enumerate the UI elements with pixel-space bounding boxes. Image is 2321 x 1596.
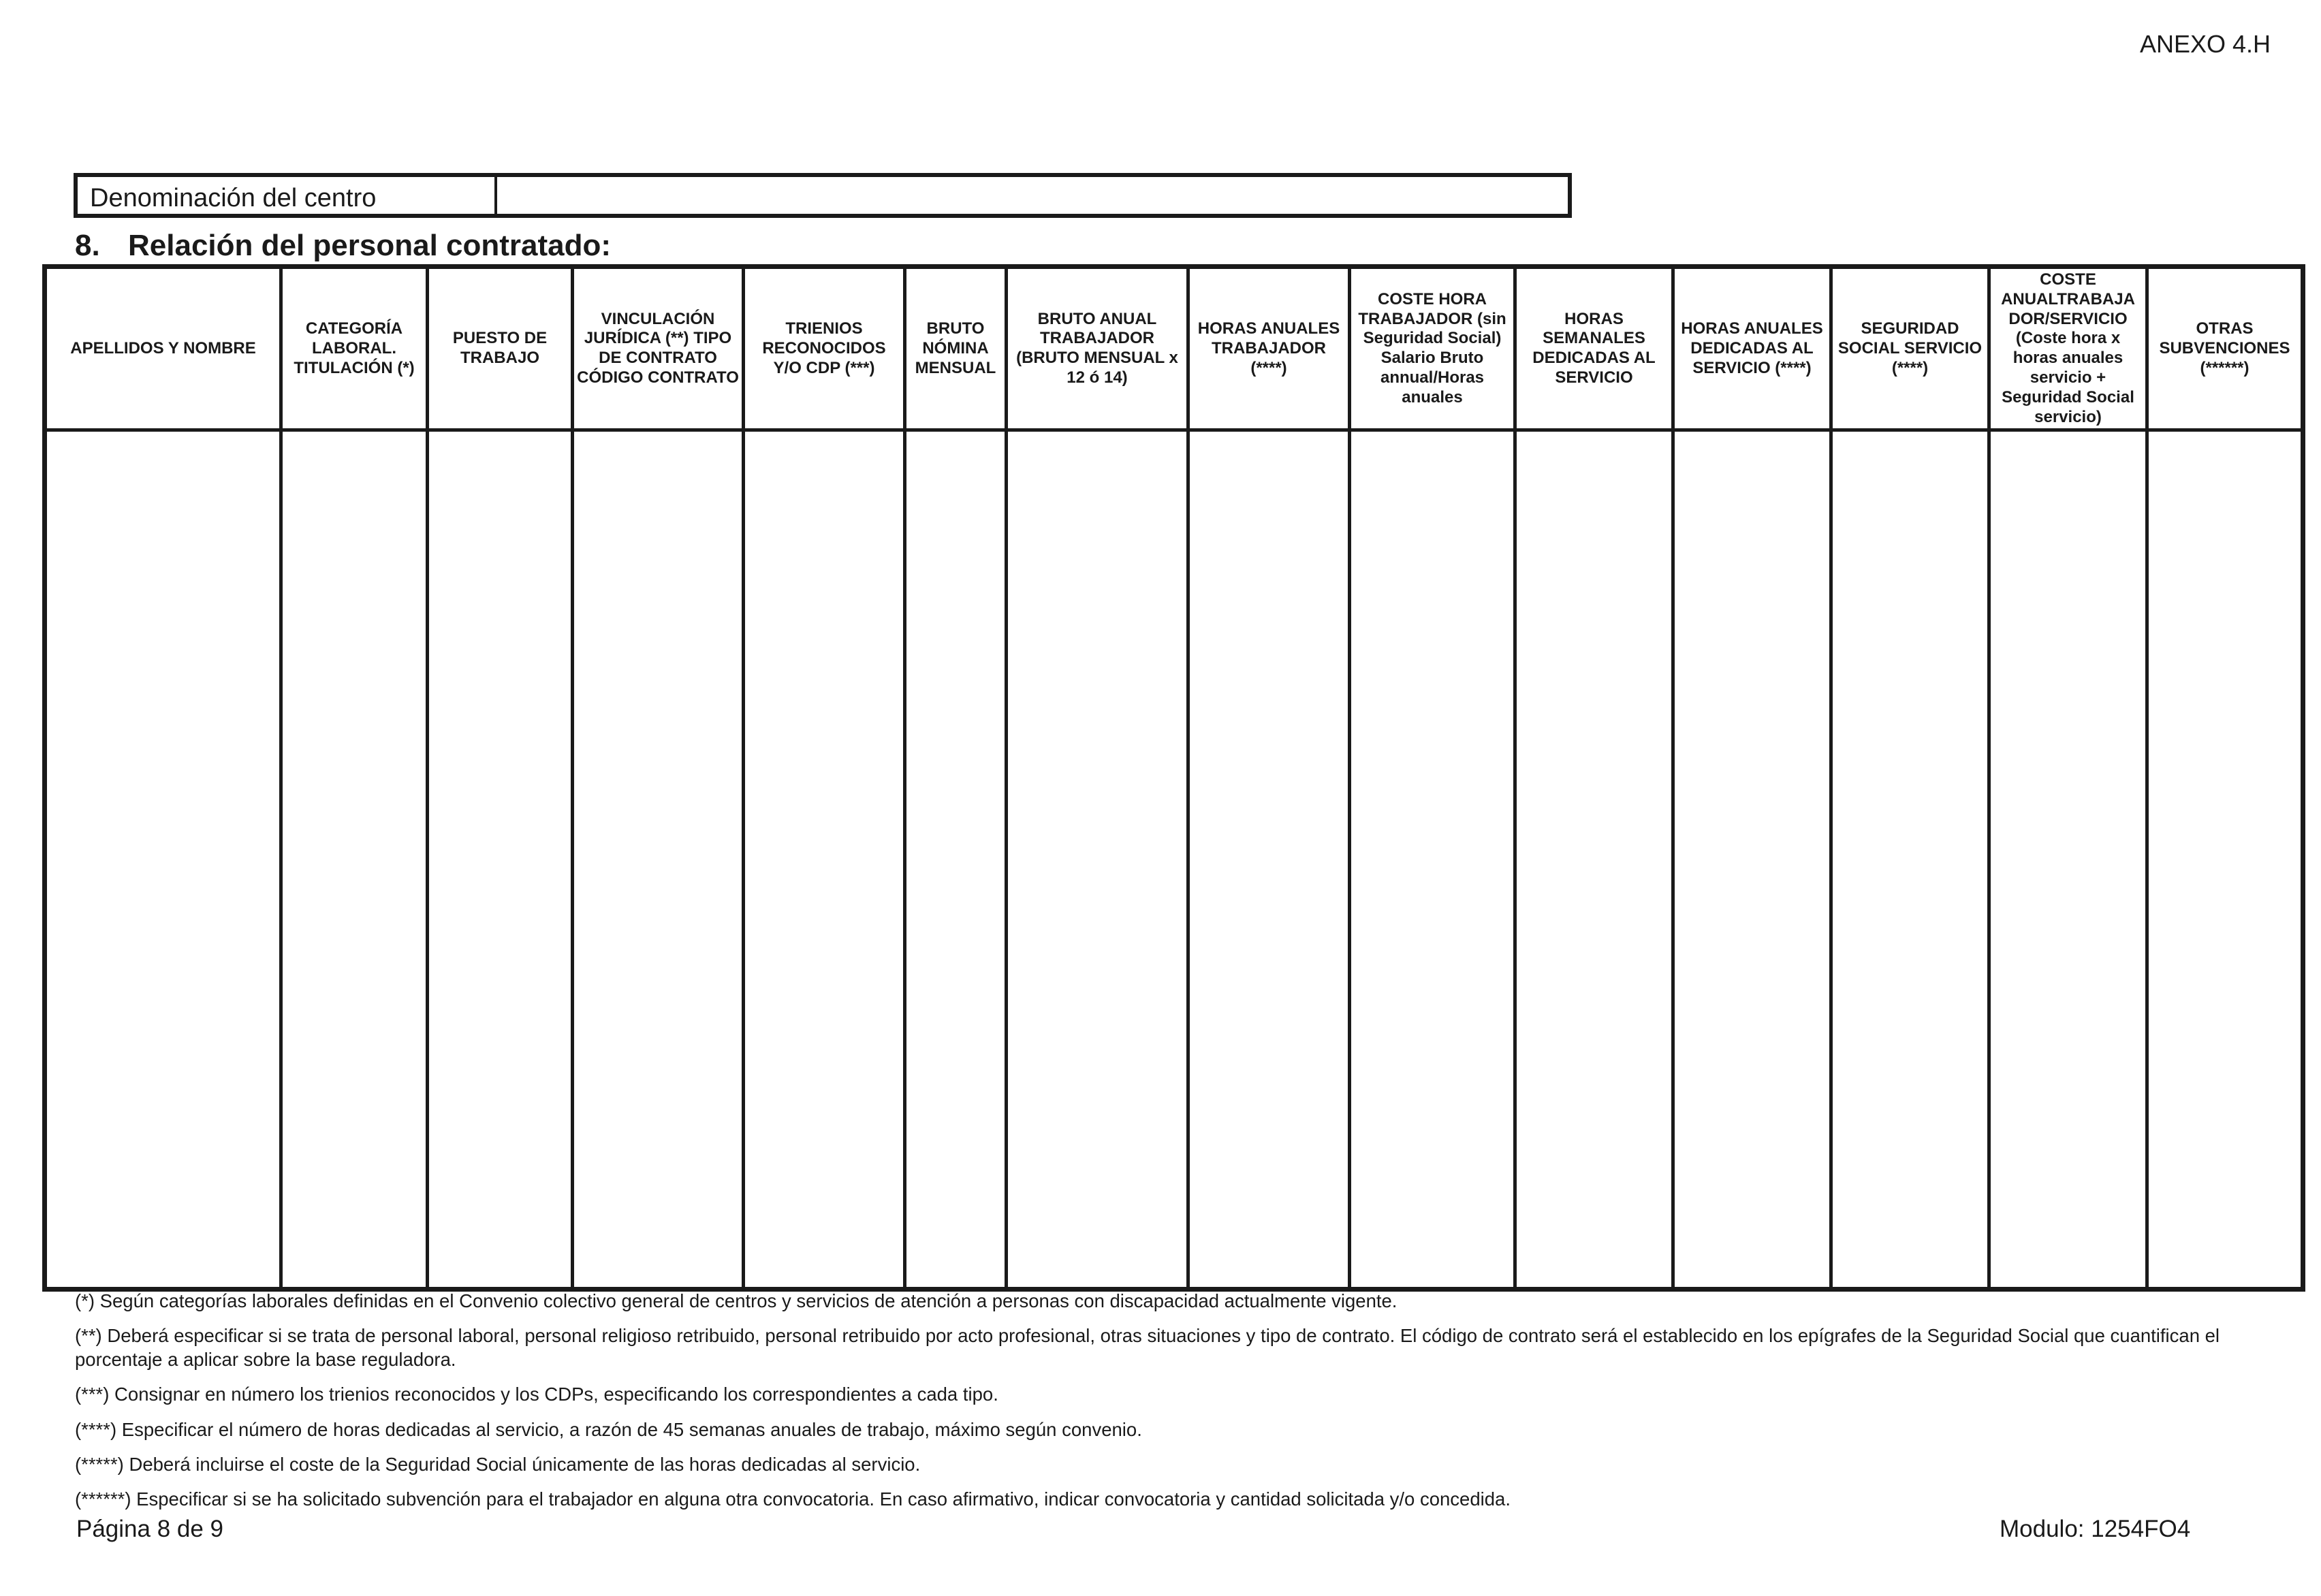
col-puesto-trabajo: PUESTO DE TRABAJO	[428, 267, 573, 430]
footnote: (**) Deberá especificar si se trata de personal laboral, personal religioso retribuido, personal retribuido por acto profesional, otras situaciones y tipo de contrato. El código de contrato será el establecido en los epígrafes de la Seguridad Social que cuantifican el porcentaje a aplicar sobre la base reguladora.	[75, 1325, 2220, 1370]
cell-seguridad-social[interactable]	[1831, 430, 1989, 1290]
page-number: Página 8 de 9	[76, 1516, 224, 1542]
cell-puesto-trabajo[interactable]	[428, 430, 573, 1290]
staff-table	[42, 264, 2305, 1292]
col-seguridad-social: SEGURIDAD SOCIAL SERVICIO (****)	[1831, 267, 1989, 430]
col-bruto-nomina: BRUTO NÓMINA MENSUAL	[905, 267, 1007, 430]
cell-categoria-laboral[interactable]	[281, 430, 428, 1290]
cell-vinculacion-juridica[interactable]	[573, 430, 744, 1290]
cell-horas-semanales[interactable]	[1515, 430, 1673, 1290]
module-code: Modulo: 1254FO4	[2000, 1516, 2191, 1542]
cell-bruto-anual[interactable]	[1007, 430, 1188, 1290]
col-apellidos-nombre: APELLIDOS Y NOMBRE	[45, 267, 281, 430]
footnotes	[75, 1290, 2275, 1523]
footnote: (****) Especificar el número de horas dedicadas al servicio, a razón de 45 semanas anuales de trabajo, máximo según convenio.	[75, 1418, 1142, 1440]
annex-label: ANEXO 4.H	[2139, 30, 2271, 58]
center-name-label: Denominación del centro	[78, 177, 497, 214]
col-coste-hora: COSTE HORA TRABAJADOR (sin Seguridad Social) Salario Bruto annual/Horas anuales	[1350, 267, 1515, 430]
col-horas-anuales-servicio: HORAS ANUALES DEDICADAS AL SERVICIO (****)	[1673, 267, 1831, 430]
cell-otras-subvenciones[interactable]	[2147, 430, 2303, 1290]
cell-bruto-nomina[interactable]	[905, 430, 1007, 1290]
footnote: (***) Consignar en número los trienios reconocidos y los CDPs, especificando los correspondientes a cada tipo.	[75, 1384, 998, 1405]
table-row	[45, 430, 2303, 1290]
cell-horas-anuales-trabajador[interactable]	[1188, 430, 1350, 1290]
col-horas-anuales-trabajador: HORAS ANUALES TRABAJADOR (****)	[1188, 267, 1350, 430]
col-coste-anual: COSTE ANUALTRABAJA DOR/SERVICIO (Coste hora x horas anuales servicio + Seguridad Social servicio)	[1989, 267, 2147, 430]
footnote: (*) Según categorías laborales definidas en el Convenio colectivo general de centros y servicios de atención a personas con discapacidad actualmente vigente.	[75, 1290, 1398, 1311]
cell-apellidos-nombre[interactable]	[45, 430, 281, 1290]
col-otras-subvenciones: OTRAS SUBVENCIONES (******)	[2147, 267, 2303, 430]
cell-trienios[interactable]	[744, 430, 905, 1290]
table-header-row	[45, 267, 2303, 430]
center-name-box	[74, 173, 1572, 218]
col-bruto-anual: BRUTO ANUAL TRABAJADOR (BRUTO MENSUAL x 12 ó 14)	[1007, 267, 1188, 430]
col-horas-semanales: HORAS SEMANALES DEDICADAS AL SERVICIO	[1515, 267, 1673, 430]
section-title	[75, 229, 611, 263]
footnote: (******) Especificar si se ha solicitado subvención para el trabajador en alguna otra convocatoria. En caso afirmativo, indicar convocatoria y cantidad solicitada y/o concedida.	[75, 1488, 1511, 1510]
col-trienios: TRIENIOS RECONOCIDOS Y/O CDP (***)	[744, 267, 905, 430]
col-vinculacion-juridica: VINCULACIÓN JURÍDICA (**) TIPO DE CONTRATO CÓDIGO CONTRATO	[573, 267, 744, 430]
col-categoria-laboral: CATEGORÍA LABORAL. TITULACIÓN (*)	[281, 267, 428, 430]
center-name-field[interactable]	[497, 177, 1568, 214]
footnote: (*****) Deberá incluirse el coste de la Seguridad Social únicamente de las horas dedicadas al servicio.	[75, 1453, 921, 1475]
cell-coste-anual[interactable]	[1989, 430, 2147, 1290]
cell-coste-hora[interactable]	[1350, 430, 1515, 1290]
section-title-text: Relación del personal contratado:	[128, 229, 612, 262]
cell-horas-anuales-servicio[interactable]	[1673, 430, 1831, 1290]
section-number: 8.	[75, 229, 100, 262]
